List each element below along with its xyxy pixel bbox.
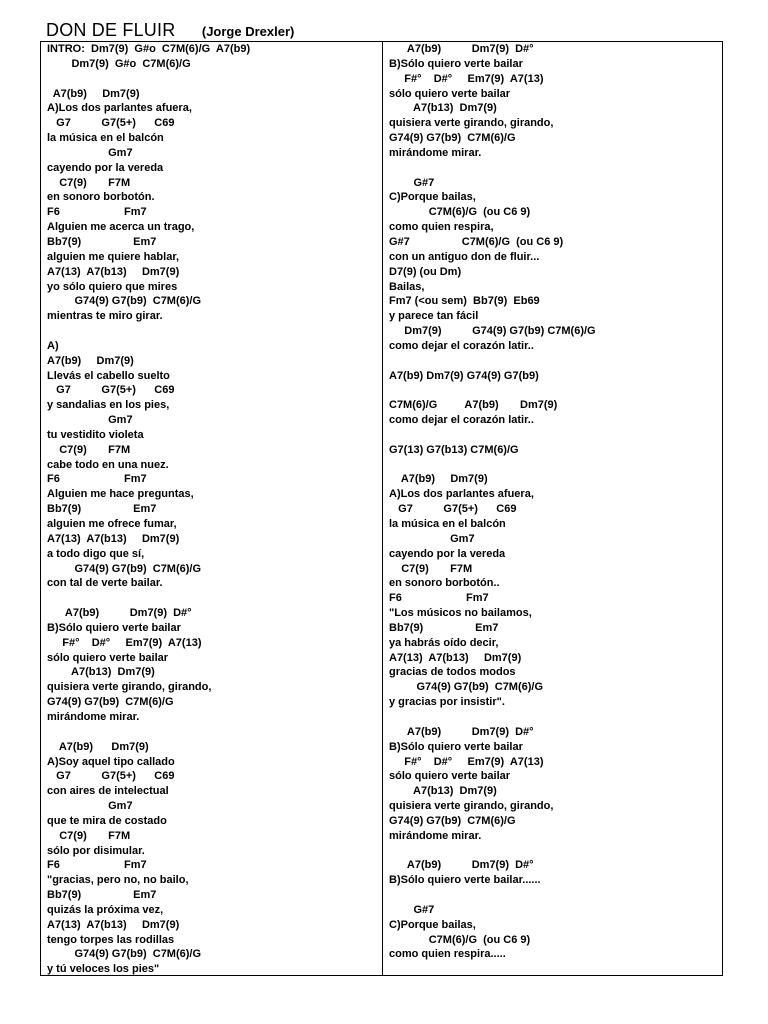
lyric-line: sólo por disimular. — [47, 844, 145, 857]
lyric-line: INTRO: Dm7(9) G#o C7M(6)/G A7(b9) — [47, 43, 251, 55]
lyric-line: A7(b13) Dm7(9) — [47, 666, 155, 679]
lyric-line: Dm7(9) G#o C7M(6)/G — [47, 57, 191, 70]
lyric-line: Bb7(9) Em7 — [47, 235, 157, 248]
lyric-line — [389, 428, 719, 443]
lyric-line: quisiera verte girando, girando, — [47, 681, 212, 694]
lyric-line: y gracias por insistir". — [389, 696, 505, 709]
lyric-line: A) — [47, 339, 59, 352]
lyric-line: Bb7(9) Em7 — [47, 503, 157, 516]
lyric-line: A7(b9) Dm7(9) — [47, 87, 140, 100]
lyric-line: G#7 C7M(6)/G (ou C6 9) — [389, 235, 564, 248]
lyric-line: y tú veloces los pies" — [47, 963, 160, 976]
lyric-line — [389, 844, 719, 859]
lyrics-table — [40, 41, 723, 976]
lyric-line: G#7 — [389, 903, 435, 916]
lyric-line: Dm7(9) G74(9) G7(b9) C7M(6)/G — [389, 325, 596, 338]
lyric-line: sólo quiero verte bailar — [389, 770, 511, 783]
lyric-line: como dejar el corazón latir.. — [389, 414, 534, 427]
lyric-line: A)Soy aquel tipo callado — [47, 755, 175, 768]
lyric-line: Gm7 — [47, 146, 133, 159]
lyric-line: Bb7(9) Em7 — [47, 889, 157, 902]
lyric-line: Fm7 (<ou sem) Bb7(9) Eb69 — [389, 295, 540, 308]
lyric-line: cayendo por la vereda — [47, 161, 164, 174]
lyric-line: A7(13) A7(b13) Dm7(9) — [47, 265, 180, 278]
lyric-line: a todo digo que sí, — [47, 547, 145, 560]
lyric-line: sólo quiero verte bailar — [389, 87, 511, 100]
lyric-line: con un antiguo don de fluir... — [389, 250, 540, 263]
lyric-line: y parece tan fácil — [389, 310, 479, 323]
lyric-line: Bailas, — [389, 280, 425, 293]
song-author: (Jorge Drexler) — [201, 24, 295, 39]
lyric-line: Llevás el cabello suelto — [47, 369, 170, 382]
lyric-line: F#° D#° Em7(9) A7(13) — [389, 72, 544, 85]
lyric-line: C7M(6)/G A7(b9) Dm7(9) — [389, 399, 558, 412]
lyric-line: A7(b9) Dm7(9) D#° — [389, 43, 534, 55]
lyric-line: F#° D#° Em7(9) A7(13) — [47, 636, 202, 649]
lyric-line: A7(b9) Dm7(9) D#° — [389, 725, 534, 738]
lyric-line — [389, 710, 719, 725]
lyric-line — [47, 324, 377, 339]
lyric-line: G7 G7(5+) C69 — [47, 770, 175, 783]
lyric-line: "Los músicos no bailamos, — [389, 607, 532, 620]
lyric-line: B)Sólo quiero verte bailar — [47, 621, 181, 634]
lyric-line: quisiera verte girando, girando, — [389, 800, 554, 813]
lyric-line — [389, 888, 719, 903]
lyric-line: Gm7 — [47, 800, 133, 813]
lyric-line: Gm7 — [47, 414, 133, 427]
lyric-line: yo sólo quiero que mires — [47, 280, 178, 293]
lyric-line: G74(9) G7(b9) C7M(6)/G — [389, 681, 544, 694]
lyric-line — [47, 72, 377, 87]
lyric-line: A7(b9) Dm7(9) — [389, 473, 488, 486]
lyric-line: G74(9) G7(b9) C7M(6)/G — [47, 696, 174, 709]
lyric-line: A7(13) A7(b13) Dm7(9) — [47, 532, 180, 545]
lyric-line: A7(b9) Dm7(9) — [47, 354, 134, 367]
lyric-line: B)Sólo quiero verte bailar...... — [389, 874, 541, 887]
lyric-line: F6 Fm7 — [47, 206, 147, 219]
lyric-line — [389, 161, 719, 176]
lyric-line: C)Porque bailas, — [389, 918, 476, 931]
lyric-line: alguien me quiere hablar, — [47, 250, 180, 263]
lyric-line: G74(9) G7(b9) C7M(6)/G — [47, 562, 202, 575]
lyric-line: en sonoro borbotón.. — [389, 577, 500, 590]
lyric-line: con tal de verte bailar. — [47, 577, 163, 590]
lyric-line: A7(b9) Dm7(9) G74(9) G7(b9) — [389, 369, 539, 382]
lyric-line: A7(b9) Dm7(9) D#° — [47, 607, 192, 620]
lyric-line: alguien me ofrece fumar, — [47, 518, 177, 530]
lyric-line: C7M(6)/G (ou C6 9) — [389, 933, 531, 946]
lyric-line: G7(13) G7(b13) C7M(6)/G — [389, 443, 519, 456]
lyric-line: A7(b9) Dm7(9) D#° — [389, 859, 534, 872]
lyric-line: como dejar el corazón latir.. — [389, 339, 534, 352]
lyric-line — [389, 383, 719, 398]
lyric-line: G#7 — [389, 176, 435, 189]
lyric-line: F6 Fm7 — [389, 592, 489, 605]
lyric-line: F6 Fm7 — [47, 473, 147, 486]
lyric-line: que te mira de costado — [47, 814, 167, 827]
lyric-line — [47, 725, 377, 740]
lyric-line: C7(9) F7M — [389, 562, 473, 575]
lyric-line: en sonoro borbotón. — [47, 191, 155, 204]
column-divider — [382, 42, 383, 975]
lyric-line: cabe todo en una nuez. — [47, 458, 169, 471]
left-column — [47, 42, 377, 977]
lyric-line: G74(9) G7(b9) C7M(6)/G — [389, 814, 516, 827]
lyric-line: G7 G7(5+) C69 — [47, 384, 175, 397]
lyric-line: D7(9) (ou Dm) — [389, 265, 462, 278]
lyric-line: Bb7(9) Em7 — [389, 621, 499, 634]
lyric-line: A)Los dos parlantes afuera, — [389, 488, 534, 501]
lyric-line: mirándome mirar. — [47, 710, 140, 723]
lyric-line: quisiera verte girando, girando, — [389, 117, 554, 130]
lyric-line: gracias de todos modos — [389, 666, 516, 679]
lyric-line: A7(13) A7(b13) Dm7(9) — [47, 918, 180, 931]
lyric-line: Gm7 — [389, 532, 475, 545]
lyric-line: ya habrás oído decir, — [389, 636, 499, 649]
lyric-line: la música en el balcón — [389, 518, 506, 530]
lyric-line: G74(9) G7(b9) C7M(6)/G — [389, 132, 516, 145]
lyric-line: F6 Fm7 — [47, 859, 147, 872]
document-header — [46, 20, 294, 42]
lyric-line: como quien respira..... — [389, 948, 506, 961]
lyric-line: "gracias, pero no, no bailo, — [47, 874, 189, 887]
lyric-line: mientras te miro girar. — [47, 310, 163, 323]
lyric-line: la música en el balcón — [47, 132, 164, 145]
song-title: DON DE FLUIR — [46, 20, 176, 40]
lyric-line: cayendo por la vereda — [389, 547, 506, 560]
lyric-line: A)Los dos parlantes afuera, — [47, 102, 192, 115]
lyric-line: G7 G7(5+) C69 — [47, 117, 175, 130]
lyric-line: Alguien me hace preguntas, — [47, 488, 194, 501]
lyric-line: mirándome mirar. — [389, 146, 482, 159]
lyric-line: quizás la próxima vez, — [47, 903, 164, 916]
lyric-line: C)Porque bailas, — [389, 191, 476, 204]
lyric-line: B)Sólo quiero verte bailar — [389, 57, 523, 70]
lyric-line: como quien respira, — [389, 221, 494, 234]
lyric-line — [389, 458, 719, 473]
lyric-line: F#° D#° Em7(9) A7(13) — [389, 755, 544, 768]
lyric-line: G74(9) G7(b9) C7M(6)/G — [47, 948, 202, 961]
lyric-line: Alguien me acerca un trago, — [47, 221, 195, 234]
lyric-line: A7(13) A7(b13) Dm7(9) — [389, 651, 522, 664]
lyric-line: C7(9) F7M — [47, 176, 131, 189]
lyric-line: B)Sólo quiero verte bailar — [389, 740, 523, 753]
lyric-line: C7(9) F7M — [47, 829, 131, 842]
lyric-line: A7(b13) Dm7(9) — [389, 785, 497, 798]
lyric-line: tengo torpes las rodillas — [47, 933, 175, 946]
lyric-line: G7 G7(5+) C69 — [389, 503, 517, 516]
lyric-line: A7(b9) Dm7(9) — [47, 740, 149, 753]
lyric-line: con aires de intelectual — [47, 785, 169, 798]
lyric-line — [389, 354, 719, 369]
lyric-line: mirándome mirar. — [389, 829, 482, 842]
right-column — [389, 42, 719, 962]
lyric-line: C7M(6)/G (ou C6 9) — [389, 206, 531, 219]
lyric-line: G74(9) G7(b9) C7M(6)/G — [47, 295, 202, 308]
lyric-line: A7(b13) Dm7(9) — [389, 102, 497, 115]
lyric-line: C7(9) F7M — [47, 443, 131, 456]
lyric-line: sólo quiero verte bailar — [47, 651, 169, 664]
lyric-line: y sandalias en los pies, — [47, 399, 170, 412]
lyric-line — [47, 591, 377, 606]
lyric-line: tu vestidito violeta — [47, 428, 144, 441]
